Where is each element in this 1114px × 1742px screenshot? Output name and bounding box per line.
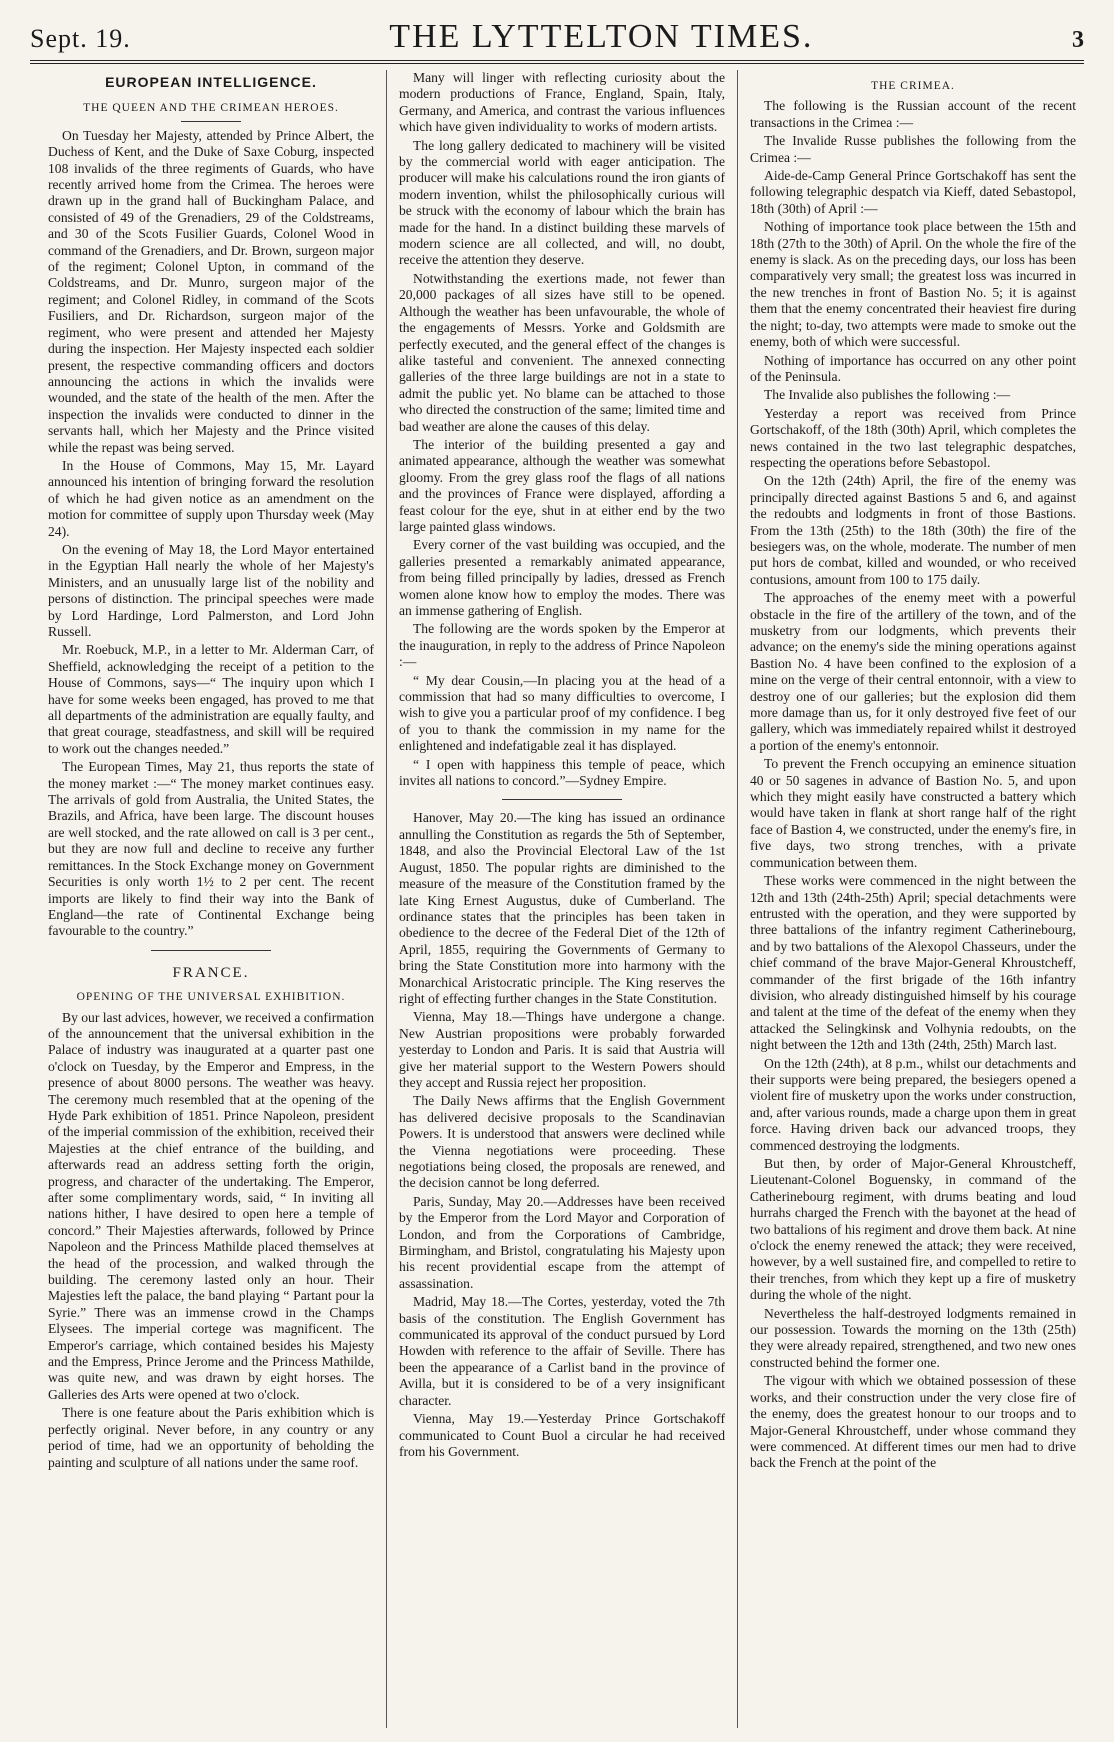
paragraph: Mr. Roebuck, M.P., in a letter to Mr. Alderman Carr, of Sheffield, acknowledging the receipt of a petition to the House of Commons, says—“ The inquiry upon which I have for some weeks been engaged, has proved to me that all departments of the administration are equally faulty, and that great courage, steadfastness, and skill will be required to work out the changes needed.” xyxy=(48,642,374,756)
section-heading-crimea: THE CRIMEA. xyxy=(871,80,955,92)
paragraph: The following are the words spoken by the Emperor at the inauguration, in reply to the address of Prince Napoleon :— xyxy=(399,621,725,670)
paragraph: The Invalide Russe publishes the following from the Crimea :— xyxy=(750,133,1076,165)
paragraph: Many will linger with reflecting curiosity about the modern productions of France, England, Spain, Italy, Germany, and America, and contrast the various influences which have given individuality to works of modern artists. xyxy=(399,70,725,135)
paragraph: The Daily News affirms that the English Government has delivered decisive proposals to the Scandinavian Powers. It is understood that answers were declined while the Vienna negotiations were proceeding. These negotiations being closed, the proposals are renewed, and the decision cannot be long deferred. xyxy=(399,1093,725,1191)
paragraph: Hanover, May 20.—The king has issued an ordinance annulling the Constitution as regards the 5th of September, 1848, and also the Provincial Electoral Law of the 1st August, 1850. The popular rights are diminished to the measure of the measure of the Constitution framed by the late King Ernest Augustus, duke of Cumberland. The ordinance states that the principles has been taken in obedience to the decree of the Federal Diet of the 12th of April, 1855, requiring the Governments of Germany to bring the State Constitution more into harmony with the Monarchical Aristocratic principle. The King reserves the right of effecting further changes in the State Constitution. xyxy=(399,810,725,1006)
paragraph: Nothing of importance took place between the 15th and 18th (27th to the 30th) of April. On the whole the fire of the enemy is slack. As on the preceding days, our loss has been comparatively very small; the greatest loss was incurred in the new trenches in front of Bastion No. 5; it is against them that the enemy concentrated their heaviest fire during the night; to-day, two attempts were made to smoke out the enemy, both of which were successful. xyxy=(750,219,1076,350)
section-heading-france: FRANCE. xyxy=(172,964,250,981)
paragraph: Madrid, May 18.—The Cortes, yesterday, voted the 7th basis of the constitution. The English Government has communicated its approval of the conduct pursued by Lord Howden with reference to the affair of Seville. There has been the appearance of a Carlist band in the province of Avilla, but it is considered to be of a very insignificant character. xyxy=(399,1294,725,1408)
subheading-exhibition: OPENING OF THE UNIVERSAL EXHIBITION. xyxy=(76,991,346,1004)
column-1 xyxy=(36,70,386,1728)
column-2 xyxy=(386,70,737,1728)
paragraph: Notwithstanding the exertions made, not fewer than 20,000 packages of all sizes have still to be opened. Although the weather has been unfavourable, the whole of the engagements of Messrs. Yorke and Goldsmith are perfectly executed, and the general effect of the changes is alike tasteful and convenient. The annexed connecting galleries of the three large buildings are not in a state to admit the public yet. No blame can be attached to those who directed the construction of the same; limited time and bad weather are alone the causes of this delay. xyxy=(399,270,725,434)
subheading-queen: THE QUEEN AND THE CRIMEAN HEROES. xyxy=(83,102,339,115)
paragraph: Vienna, May 19.—Yesterday Prince Gortschakoff communicated to Count Buol a circular he had received from his Government. xyxy=(399,1411,725,1459)
divider xyxy=(181,121,241,122)
paragraph: The European Times, May 21, thus reports the state of the money market :—“ The money market continues easy. The arrivals of gold from Australia, the United States, the Brazils, and Africa, have been large. The discount houses are well stocked, and the rate allowed on call is 3 per cent., but they are now full and decline to receive any further remittances. In the Stock Exchange money on Government Securities is only worth 1½ to 2 per cent. The recent imports are likely to find their way into the Bank of England—the rate of Continental Exchange being favourable to the country.” xyxy=(48,759,374,939)
paragraph: There is one feature about the Paris exhibition which is perfectly original. Never before, in any country or any period of time, had we an opportunity of beholding the painting and sculpture of all nations under the same roof. xyxy=(48,1405,374,1470)
section-heading-european: EUROPEAN INTELLIGENCE. xyxy=(105,74,317,90)
paragraph: Nothing of importance has occurred on any other point of the Peninsula. xyxy=(750,352,1076,384)
newspaper-title: THE LYTTELTON TIMES. xyxy=(389,18,814,55)
issue-date: Sept. 19. xyxy=(30,24,131,53)
paragraph: Aide-de-Camp General Prince Gortschakoff has sent the following telegraphic despatch via Kieff, dated Sebastopol, 18th (30th) of April :— xyxy=(750,168,1076,216)
paragraph: The approaches of the enemy meet with a powerful obstacle in the fire of the artillery of the town, and of the musketry from our lodgments, which prevents their advance; on the enemy's side the mining operations against Bastion No. 4 have been confined to the explosion of a mine on the verge of their central entonnoir, with a view to destroy one of our galleries; but the explosion did them more damage than us, for it only destroyed five feet of our gallery, which was immediately repaired whilst it destroyed a portion of the enemy's entonnoir. xyxy=(750,590,1076,753)
paragraph: The Invalide also publishes the following :— xyxy=(764,387,1011,403)
page-number: 3 xyxy=(1071,27,1084,53)
paragraph: In the House of Commons, May 15, Mr. Layard announced his intention of bringing forward the resolution of which he had given notice as an amendment on the motion for committee of supply upon Thursday week (May 24). xyxy=(48,457,374,539)
paragraph: “ I open with happiness this temple of peace, which invites all nations to concord.”—Sydney Empire. xyxy=(399,756,725,789)
paragraph: By our last advices, however, we received a confirmation of the announcement that the universal exhibition in the Palace of industry was inaugurated at a quarter past one o'clock on Tuesday, by the Emperor and Empress, in the presence of about 8000 persons. The weather was heavy. The ceremony much resembled that at the opening of the Hyde Park exhibition of 1851. Prince Napoleon, president of the imperial commission of the exhibition, received their Majesties at the chief entrance of the building, and afterwards read an address setting forth the origin, progress, and character of the undertaking. The Emperor, after some complimentary words, said, “ In inviting all nations hither, I have desired to open here a temple of concord.” Their Majesties afterwards, followed by Prince Napoleon and the Princess Mathilde placed themselves at the head of the procession, and walked through the building. The ceremony lasted only an hour. Their Majesties left the palace, the band playing “ Partant pour la Syrie.” There was an immense crowd in the Champs Elysees. The imperial cortege was magnificent. The Emperor's carriage, which contained besides his Majesty and the Empress, Prince Jerome and the Princess Mathilde, was quite new, and was drawn by eight horses. The Galleries des Arts were opened at two o'clock. xyxy=(48,1009,374,1402)
paragraph: But then, by order of Major-General Khroustcheff, Lieutenant-Colonel Boguensky, in command of the Catherinebourg regiment, with drums beating and loud hurrahs charged the French with the bayonet at the head of two battalions of his regiment and drove them back. At nine o'clock the enemy renewed the attack; they were received, however, by a well sustained fire, and compelled to retire to their trenches, from which they kept up a fire of musketry during the whole of the night. xyxy=(750,1156,1076,1303)
divider xyxy=(502,799,622,800)
paragraph: The interior of the building presented a gay and animated appearance, although the weather was somewhat gloomy. From the grey glass roof the flags of all nations and the provinces of France were displayed, affording a feast colour for the eye, shut in at either end by the two large painted glass windows. xyxy=(399,436,725,534)
masthead xyxy=(30,8,1084,64)
paragraph: Every corner of the vast building was occupied, and the galleries presented a remarkably animated appearance, from being filled principally by ladies, dressed as French women alone know how to employ the modes. There was an immense gathering of English. xyxy=(399,537,725,618)
paragraph: Paris, Sunday, May 20.—Addresses have been received by the Emperor from the Lord Mayor and Corporation of London, and from the Corporations of Cambridge, Birmingham, and Bristol, congratulating his Majesty upon his recent providential escape from the attempt of assassination. xyxy=(399,1193,725,1291)
paragraph: Yesterday a report was received from Prince Gortschakoff, of the 18th (30th) April, which completes the news contained in the two last telegraphic despatches, respecting the operations before Sebastopol. xyxy=(750,405,1076,470)
paragraph: “ My dear Cousin,—In placing you at the head of a commission that had so many difficulties to overcome, I wish to give you a particular proof of my confidence. I beg of you to thank the commission in my name for the enlightened and indefatigable zeal it has displayed. xyxy=(399,672,725,754)
paragraph: The following is the Russian account of the recent transactions in the Crimea :— xyxy=(750,98,1076,130)
paragraph: On Tuesday her Majesty, attended by Prince Albert, the Duchess of Kent, and the Duke of Saxe Coburg, inspected 108 invalids of the three regiments of Guards, who have recently arrived home from the Crimea. The heroes were drawn up in the grand hall of Buckingham Palace, and consisted of 49 of the Grenadiers, 29 of the Coldstreams, and 30 of the Scots Fusilier Guards, Colonel Wood in command of the Grenadiers, and Dr. Brown, surgeon major of the regiment; Colonel Upton, in command of the Coldstreams, and Dr. Munro, surgeon major of the regiment; and Colonel Ridley, in command of the Scots Fusiliers, and Dr. Richardson, surgeon major of the regiment, who were present and attended her Majesty during the inspection. Her Majesty inspected each soldier present, the respective commanding officers and doctors announcing the actions in which the invalids were wounded, and the state of the health of the men. After the inspection the invalids were conducted to dinner in the servants hall, which her Majesty and the Prince visited while the repast was being served. xyxy=(48,127,374,455)
paragraph: On the 12th (24th) April, the fire of the enemy was principally directed against Bastions 5 and 6, and against the redoubts and lodgments in front of those Bastions. From the 13th (25th) to the 18th (30th) the fire of the besiegers was, on the whole, moderate. The number of men put hors de combat, killed and wounded, or who received contusions, amount from 100 to 175 daily. xyxy=(750,473,1076,587)
paragraph: To prevent the French occupying an eminence situation 40 or 50 sagenes in advance of Bastion No. 5, and upon which they might easily have constructed a battery which would have taken in flank at short range half of the right face of Bastion 4, we constructed, under the enemy's fire, in five days, two strong trenches, with a private communication between them. xyxy=(750,756,1076,870)
paragraph: Vienna, May 18.—Things have undergone a change. New Austrian propositions were probably forwarded yesterday to London and Paris. It is said that Austria will give her material support to the Western Powers should they accept and Russia reject her proposition. xyxy=(399,1009,725,1090)
paragraph: On the 12th (24th), at 8 p.m., whilst our detachments and their supports were being prepared, the besiegers opened a violent fire of musketry upon the works under construction, and, after various rounds, made a charge upon them in great force. Having driven back our advanced troops, they commenced destroying the lodgments. xyxy=(750,1055,1076,1153)
column-3 xyxy=(737,70,1088,1728)
paragraph: These works were commenced in the night between the 12th and 13th (24th-25th) April; special detachments were entrusted with the operation, and they were supported by three battalions of the infantry regiment Catherinebourg, and by two battalions of the Alexopol Chasseurs, under the chief command of the brave Major-General Khroustcheff, commander of the first brigade of the 16th infantry division, who already distinguished himself by his courage and talent at the time of the defeat of the enemy when they attacked the Selingkinsk and Volhynia redoubts, on the night between the 12th and 13th (24th, 25th) March last. xyxy=(750,873,1076,1053)
paragraph: Nevertheless the half-destroyed lodgments remained in our possession. Towards the morning on the 13th (25th) they were already repaired, strengthened, and two new ones constructed behind the former one. xyxy=(750,1305,1076,1370)
paragraph: On the evening of May 18, the Lord Mayor entertained in the Egyptian Hall nearly the whole of her Majesty's Ministers, and an unusually large list of the nobility and persons of distinction. The principal speeches were made by Lord Hardinge, Lord Palmerston, and Lord John Russell. xyxy=(48,541,374,639)
divider xyxy=(151,950,271,951)
paragraph: The long gallery dedicated to machinery will be visited by the commercial world with eager anticipation. The producer will make his calculations round the iron giants of modern invention, whilst the philosophically curious will be struck with the economy of labour which the brain has made for the hand. In a distinct building these marvels of modern science are all collected, and will, no doubt, receive the attention they deserve. xyxy=(399,137,725,268)
article-columns xyxy=(36,70,1088,1728)
paragraph: The vigour with which we obtained possession of these works, and their construction under the very close fire of the enemy, does the greatest honour to our troops and to Major-General Khroustcheff, under whose command they were commenced. At different times our men had to drive back the French at the point of the xyxy=(750,1373,1076,1471)
